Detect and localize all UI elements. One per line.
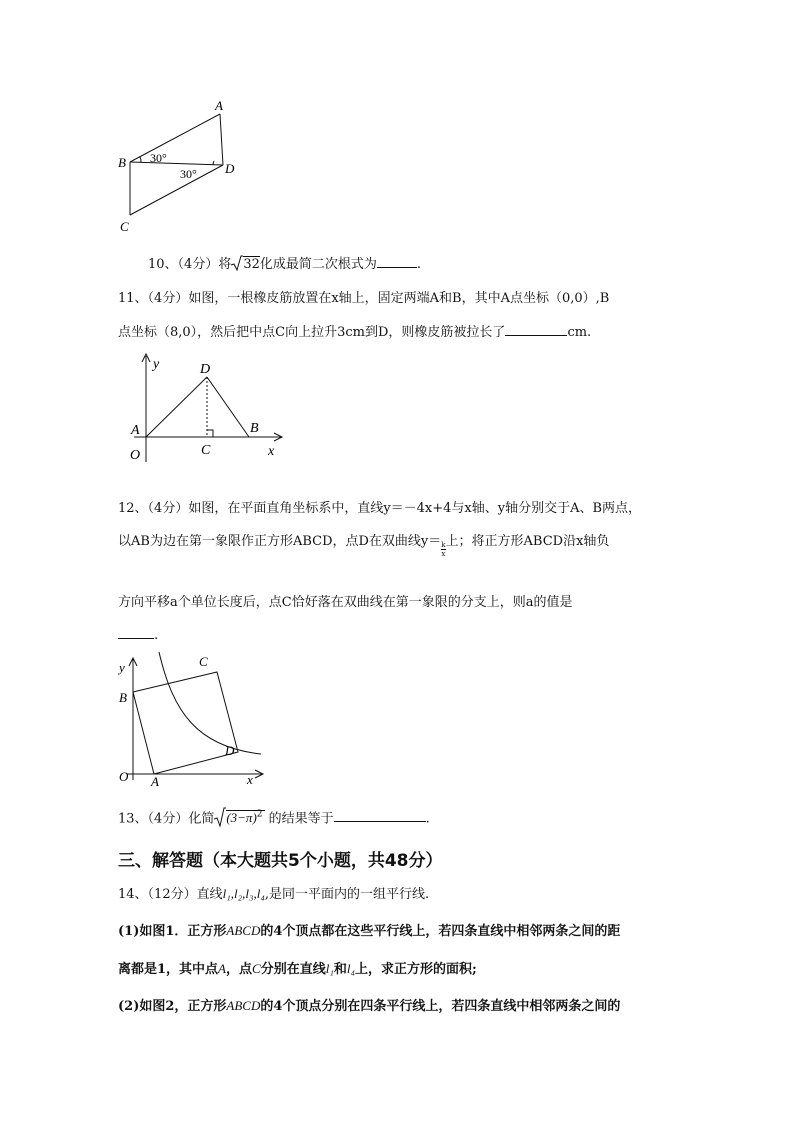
- q14-p1-c: 离都是1，其中点: [118, 962, 219, 977]
- frac-denominator: x: [441, 550, 446, 558]
- q14-p1-d: ，点: [226, 962, 253, 977]
- label-C: C: [201, 443, 211, 458]
- label-B: B: [118, 155, 126, 170]
- q13-prefix: 13、（4分）化简: [118, 811, 215, 827]
- q10-radicand: 32: [243, 257, 260, 272]
- label-A: A: [215, 98, 223, 113]
- question-11-line2: [118, 323, 591, 342]
- q14-p2-b: 的4个顶点分别在四条平行线上，若四条直线中相邻两条之间的: [260, 999, 621, 1014]
- q13-end: .: [425, 811, 430, 827]
- q14-p1-abcd: ABCD: [226, 923, 261, 938]
- q14-line1-a: 14、（12分）直线: [118, 887, 223, 902]
- q14-p1-A: A: [218, 961, 226, 976]
- answer-blank-q10[interactable]: [377, 255, 417, 268]
- question-12-line4: [118, 626, 158, 645]
- frac-numerator: k: [441, 541, 446, 549]
- figure-square-hyperbola: [115, 650, 275, 790]
- label-O: O: [119, 769, 129, 784]
- answer-blank-q13[interactable]: [334, 809, 426, 822]
- question-14-line1: [118, 885, 429, 904]
- question-10: [148, 255, 421, 274]
- q14-p1-C: C: [252, 961, 261, 976]
- answer-blank-q11[interactable]: [505, 323, 567, 336]
- angle-label-2: 30°: [180, 167, 197, 181]
- section-heading: 三、解答题（本大题共5个小题，共48分）: [118, 851, 443, 871]
- q14-line1-b: ,是同一平面内的一组平行线.: [264, 887, 430, 902]
- question-14-part1-line2: [118, 960, 477, 979]
- axis-y: y: [119, 660, 125, 675]
- label-A: A: [131, 423, 140, 438]
- axis-x: x: [268, 444, 275, 459]
- q10-end: .: [416, 257, 422, 272]
- q13-exp: 2: [256, 810, 263, 820]
- answer-blank-q12[interactable]: [118, 626, 154, 639]
- label-C: C: [120, 219, 129, 234]
- label-A: A: [151, 774, 159, 789]
- q14-p1-e: 分别在直线: [260, 962, 326, 977]
- q13-inner: (3−π): [226, 810, 257, 826]
- axis-y: y: [153, 357, 160, 372]
- q14-p1-f: 和: [333, 962, 347, 977]
- label-B: B: [119, 690, 127, 705]
- q12-line2-a: 以AB为边在第一象限作正方形ABCD，点D在双曲线y＝: [118, 534, 442, 549]
- label-B: B: [250, 421, 259, 436]
- q10-suffix: 化成最简二次根式为: [259, 257, 377, 272]
- q14-lines: l₁,l₂,l₃,l₄: [222, 886, 265, 901]
- q14-p1-l4: l₄: [346, 961, 355, 976]
- figure-parallelogram: [110, 95, 250, 235]
- sqrt-32: [231, 255, 260, 274]
- q14-p2-abcd: ABCD: [226, 998, 261, 1013]
- label-D: D: [225, 743, 235, 758]
- q14-p2-a: (2)如图2，正方形: [118, 999, 227, 1014]
- question-14-part2-line1: [118, 997, 620, 1016]
- angle-label-1: 30°: [150, 151, 167, 165]
- q14-p1-g: 上，求正方形的面积;: [355, 962, 477, 977]
- label-C: C: [199, 654, 208, 669]
- question-11-line1: 11、（4分）如图，一根橡皮筋放置在x轴上，固定两端A和B，其中A点坐标（0,0）,B: [118, 291, 610, 306]
- label-O: O: [130, 448, 141, 463]
- q13-suffix: 的结果等于: [268, 811, 334, 827]
- axis-x: x: [247, 772, 253, 787]
- question-12-line2: [118, 533, 610, 558]
- q12-line2-b: 上；将正方形ABCD沿x轴负: [445, 534, 610, 549]
- sqrt-expression: [214, 806, 264, 828]
- figure-rubber-band: [122, 350, 292, 465]
- q11-line2-text: 点坐标（8,0），然后把中点C向上拉升3cm到D，则橡皮筋被拉长了: [118, 325, 506, 340]
- question-13: [118, 806, 430, 828]
- q14-p1-b: 的4个顶点都在这些平行线上，若四条直线中相邻两条之间的距: [260, 924, 621, 939]
- fraction-k-over-x: [441, 541, 445, 558]
- q11-unit: cm.: [567, 325, 592, 340]
- question-12-line3: 方向平移a个单位长度后，点C恰好落在双曲线在第一象限的分支上，则a的值是: [118, 595, 573, 610]
- q14-p1-a: (1)如图1．正方形: [118, 924, 227, 939]
- question-12-line1: 12、（4分）如图，在平面直角坐标系中，直线y＝－4x+4与x轴、y轴分别交于A、B两点，: [118, 501, 642, 516]
- q10-prefix: 10、（4分）将: [148, 257, 232, 272]
- q14-p1-l1: l₁: [325, 961, 334, 976]
- label-D: D: [200, 362, 211, 377]
- question-14-part1-line1: [118, 922, 620, 941]
- q12-end: .: [154, 628, 159, 643]
- label-D: D: [225, 161, 235, 176]
